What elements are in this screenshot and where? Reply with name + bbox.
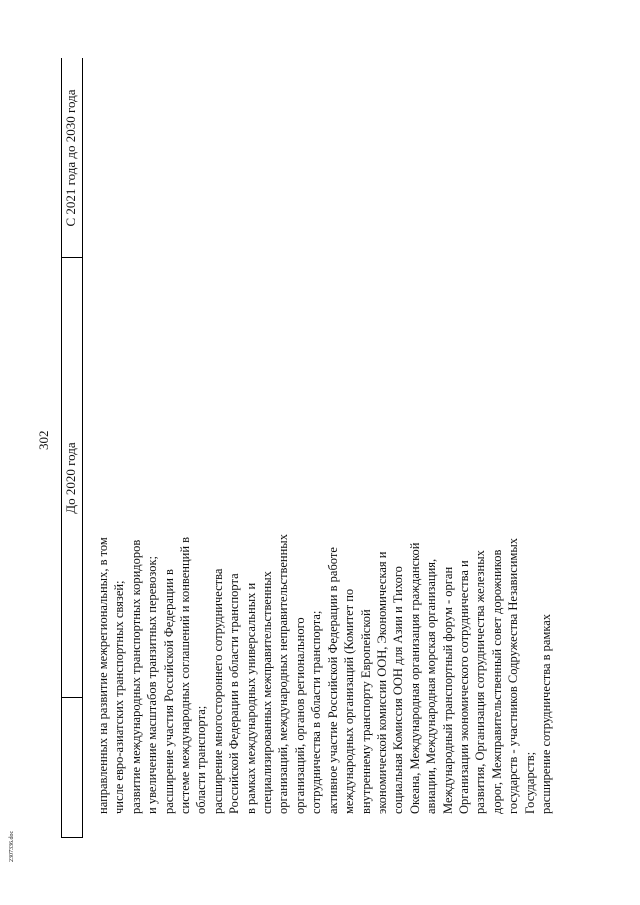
text-line: Организации экономического сотрудничества и [456,560,471,814]
text-line: Государств; [522,751,537,814]
text-line: социальная Комиссия ООН для Азии и Тихого [391,566,406,814]
text-line: авиации, Международная морская организация, [424,558,439,814]
text-line: в рамках международных универсальных и [243,582,258,814]
text-line: активное участие Российской Федерации в работе [325,547,340,814]
column-header-2021-2030: С 2021 года до 2030 года [63,89,78,227]
text-line: расширение многостороннего сотрудничества [210,568,225,814]
text-line: дорог, Межправительственный совет дорожников [489,549,504,814]
text-line: специализированных межправительственных [260,571,275,814]
text-line: Российской Федерации в области транспорта [227,573,242,814]
text-line: международных организаций (Комитет по [342,588,357,814]
text-line: и увеличение масштабов транзитных перевозок; [145,555,160,814]
text-line: развитие международных транспортных коридоров [128,539,143,814]
text-line: Океана, Международная организация гражданской [407,542,422,814]
text-line: организаций, органов регионального [292,617,307,814]
text-line: государств - участников Содружества Независимых [506,537,521,814]
text-line: числе евро-азиатских транспортных связей; [112,580,127,814]
text-line: системе международных соглашений и конвенций в [178,536,193,814]
text-line: экономической комиссии ООН, Экономическая и [374,551,389,814]
table-header-bottom-border [82,58,83,838]
text-line: области транспорта; [194,705,209,814]
text-line: расширение участия Российской Федерации в [161,569,176,814]
table-cell-content [95,274,554,814]
rotated-table [61,58,561,838]
text-line: внутреннему транспорту Европейской [358,609,373,814]
text-line: организаций, международных неправительственных [276,534,291,814]
footer-file-code: 2307336.doc [9,830,15,862]
text-line: направленных на развитие межрегиональных, в том [96,537,110,814]
table-left-border [61,837,82,838]
text-line: Международный транспортный форум - орган [440,566,455,814]
text-line: сотрудничества в области транспорта; [309,610,324,814]
text-line: развития, Организация сотрудничества железных [473,550,488,814]
text-line: расширение сотрудничества в рамках [538,613,553,814]
page-number: 302 [36,430,51,450]
column-header-until-2020: До 2020 года [63,442,78,514]
